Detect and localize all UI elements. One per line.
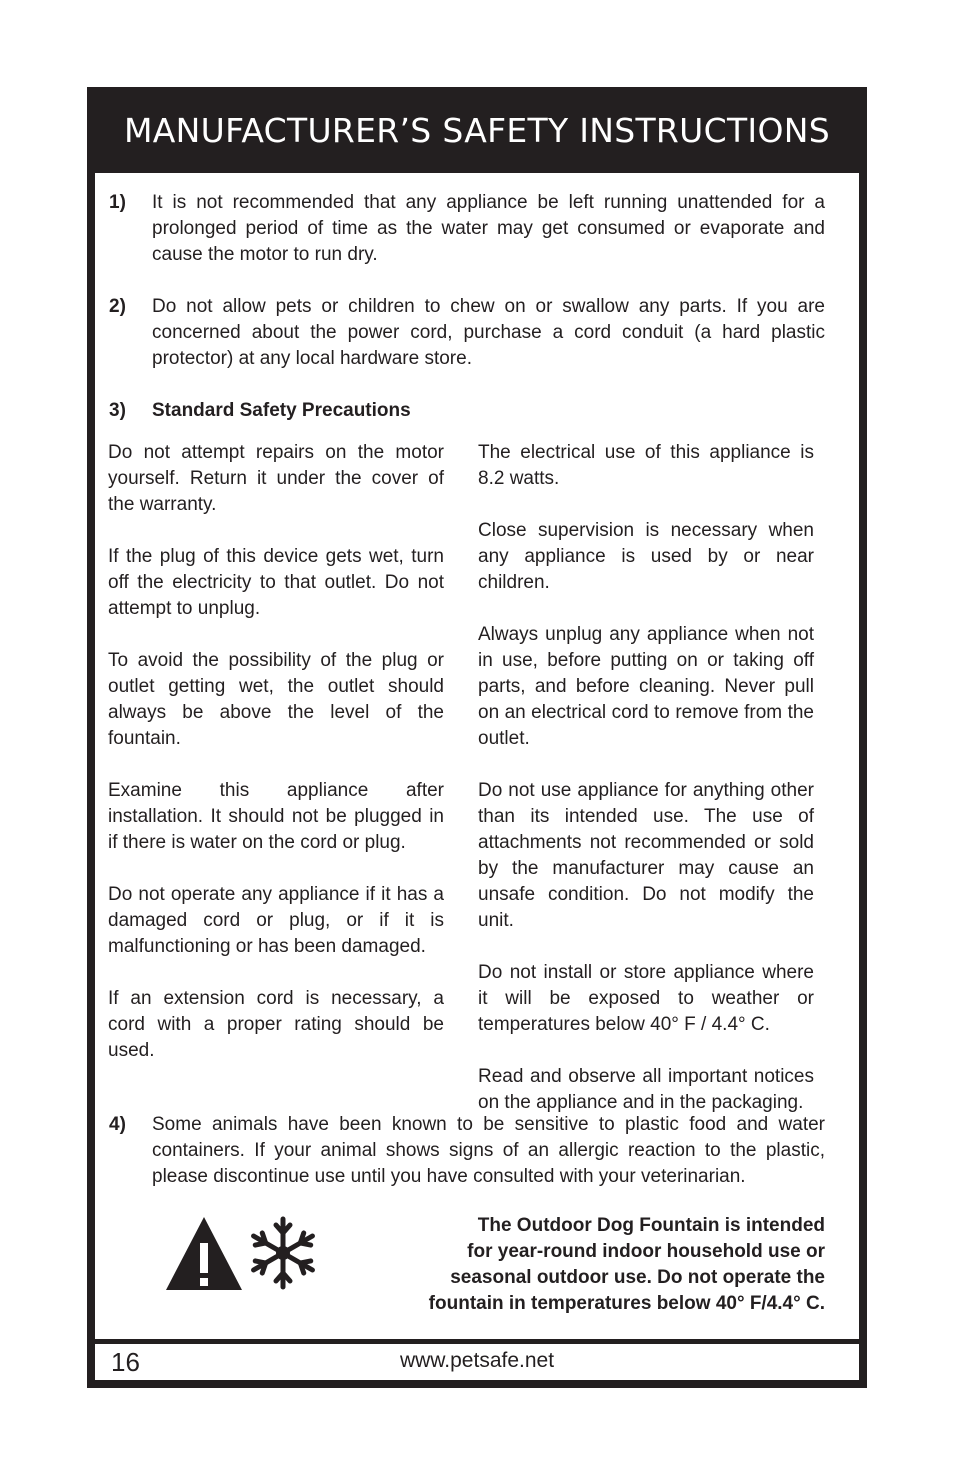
precaution-text: Read and observe all important notices on the appliance and in the packaging.	[478, 1066, 814, 1113]
snowflake-icon	[251, 1216, 315, 1290]
page-frame	[87, 87, 867, 1388]
item-text: It is not recommended that any appliance be left running unattended for a prolonged period of time as the water may get consumed or evaporate and cause the motor to run dry.	[152, 192, 825, 265]
notice-line: The Outdoor Dog Fountain is intended	[477, 1215, 825, 1236]
item-number: 3)	[109, 400, 126, 421]
item-number: 2)	[109, 296, 126, 317]
precaution-text: Do not attempt repairs on the motor yourself. Return it under the cover of the warranty.	[108, 442, 444, 515]
notice-line: for year-round indoor household use or	[467, 1241, 825, 1262]
content-panel	[95, 173, 859, 1339]
left-column	[108, 440, 444, 1064]
notice-line: fountain in temperatures below 40° F/4.4° C.	[428, 1293, 825, 1314]
notice-line: seasonal outdoor use. Do not operate the	[450, 1267, 825, 1288]
page-footer	[95, 1344, 859, 1380]
item-number: 4)	[109, 1114, 126, 1135]
precaution-text: Do not operate any appliance if it has a damaged cord or plug, or if it is malfunctioning or has been damaged.	[108, 884, 444, 957]
warning-icons	[165, 1215, 275, 1295]
header-bar	[87, 87, 867, 173]
precaution-text: Always unplug any appliance when not in use, before putting on or taking off parts, and before cleaning. Never pull on an electrical cord to remove from the outlet.	[478, 624, 814, 749]
instruction-item-4	[109, 1112, 825, 1190]
website-url: www.petsafe.net	[399, 1349, 555, 1372]
precaution-text: Do not install or store appliance where it will be exposed to weather or temperatures below 40° F / 4.4° C.	[478, 962, 814, 1035]
precaution-text: Examine this appliance after installation. It should not be plugged in if there is water on the cord or plug.	[108, 780, 444, 853]
precaution-text: The electrical use of this appliance is 8.2 watts.	[478, 442, 814, 489]
precaution-text: To avoid the possibility of the plug or outlet getting wet, the outlet should always be above the level of the fountain.	[108, 650, 444, 749]
page-title: MANUFACTURER’S SAFETY INSTRUCTIONS	[124, 110, 830, 150]
section-heading: Standard Safety Precautions	[152, 400, 411, 421]
right-column	[478, 440, 814, 1116]
item-text: Do not allow pets or children to chew on or swallow any parts. If you are concerned about the power cord, purchase a cord conduit (a hard plastic protector) at any local hardware store.	[152, 296, 825, 369]
item-number: 1)	[109, 192, 126, 213]
instruction-item-1	[109, 190, 825, 268]
precaution-text: If an extension cord is necessary, a cord with a proper rating should be used.	[108, 988, 444, 1061]
page-number: 16	[111, 1347, 140, 1377]
precaution-text: Close supervision is necessary when any appliance is used by or near children.	[478, 520, 814, 593]
instruction-item-3	[109, 398, 825, 424]
instruction-item-2	[109, 294, 825, 372]
precaution-text: If the plug of this device gets wet, turn off the electricity to that outlet. Do not attempt to unplug.	[108, 546, 444, 619]
precaution-text: Do not use appliance for anything other than its intended use. The use of attachments not recommended or sold by the manufacturer may cause an unsafe condition. Do not modify the unit.	[478, 780, 814, 931]
outdoor-use-notice	[325, 1213, 825, 1317]
warning-triangle-icon	[165, 1215, 243, 1291]
item-text: Some animals have been known to be sensitive to plastic food and water containers. If your animal shows signs of an allergic reaction to the plastic, please discontinue use until you have consulted with your veterinarian.	[152, 1114, 825, 1187]
